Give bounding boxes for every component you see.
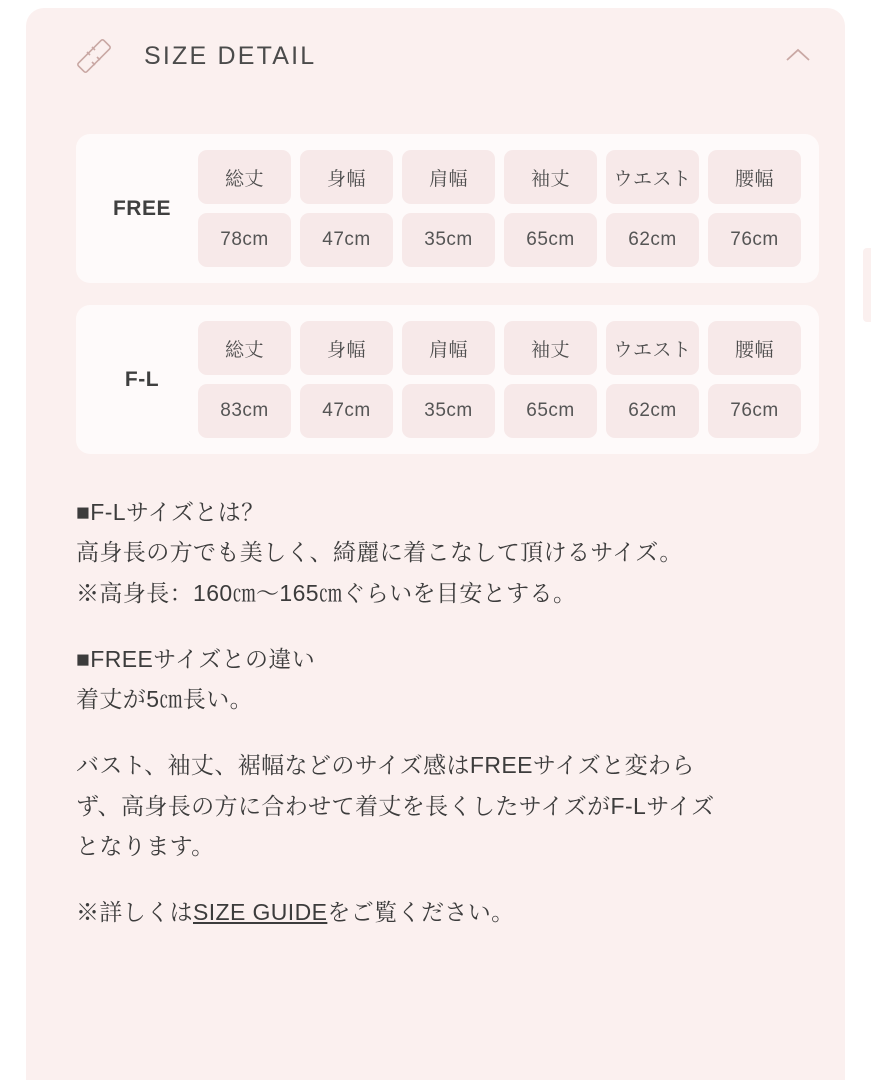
description-line: ※高身長：160㎝〜165㎝ぐらいを目安とする。 <box>76 579 577 606</box>
size-grid <box>198 150 801 267</box>
table-value-cell: 76cm <box>708 384 801 438</box>
page-title: SIZE DETAIL <box>144 41 317 70</box>
table-header-cell: 腰幅 <box>708 321 801 375</box>
ruler-icon <box>72 34 116 78</box>
description-line: ず、高身長の方に合わせて着丈を長くしたサイズがF-Lサイズ <box>76 792 715 819</box>
description-line: 高身長の方でも美しく、綺麗に着こなして頂けるサイズ。 <box>76 539 683 566</box>
table-header-cell: ウエスト <box>606 150 699 204</box>
table-value-cell: 35cm <box>402 384 495 438</box>
table-header-cell: 袖丈 <box>504 321 597 375</box>
spacer <box>76 719 787 745</box>
table-value-cell: 47cm <box>300 384 393 438</box>
table-header-cell: 袖丈 <box>504 150 597 204</box>
table-header-cell: 総丈 <box>198 150 291 204</box>
table-header-cell: 肩幅 <box>402 150 495 204</box>
table-value-cell: 65cm <box>504 384 597 438</box>
table-value-cell: 35cm <box>402 213 495 267</box>
size-grid <box>198 321 801 438</box>
table-value-cell: 83cm <box>198 384 291 438</box>
scroll-edge-hint <box>863 248 871 322</box>
size-detail-header[interactable] <box>26 8 845 104</box>
table-header-cell: 肩幅 <box>402 321 495 375</box>
table-value-cell: 65cm <box>504 213 597 267</box>
table-header-cell: ウエスト <box>606 321 699 375</box>
table-value-cell: 78cm <box>198 213 291 267</box>
table-value-cell: 47cm <box>300 213 393 267</box>
size-guide-note-suffix: をご覧ください。 <box>327 899 515 925</box>
spacer <box>76 613 787 639</box>
description-heading-fl: ■F-Lサイズとは？ <box>76 499 265 525</box>
size-guide-note-prefix: ※詳しくは <box>76 899 193 925</box>
table-header-cell: 身幅 <box>300 321 393 375</box>
description-block <box>26 476 845 932</box>
size-table-fl <box>76 305 819 454</box>
size-detail-panel <box>26 8 845 1080</box>
description-line: 着丈が5㎝長い。 <box>76 686 253 712</box>
table-value-cell: 62cm <box>606 213 699 267</box>
table-value-cell: 76cm <box>708 213 801 267</box>
table-header-cell: 総丈 <box>198 321 291 375</box>
table-header-cell: 身幅 <box>300 150 393 204</box>
size-label: FREE <box>112 196 171 220</box>
table-value-cell: 62cm <box>606 384 699 438</box>
spacer <box>76 866 787 892</box>
description-heading-free: ■FREEサイズとの違い <box>76 645 316 672</box>
description-line: となります。 <box>76 832 215 859</box>
size-table-free <box>76 134 819 283</box>
size-guide-note <box>76 892 787 932</box>
size-label: F-L <box>124 367 160 391</box>
table-header-cell: 腰幅 <box>708 150 801 204</box>
chevron-up-icon[interactable] <box>781 39 815 73</box>
size-guide-link[interactable]: SIZE GUIDE <box>193 899 328 925</box>
description-line: バスト、袖丈、裾幅などのサイズ感はFREEサイズと変わら <box>76 752 695 779</box>
